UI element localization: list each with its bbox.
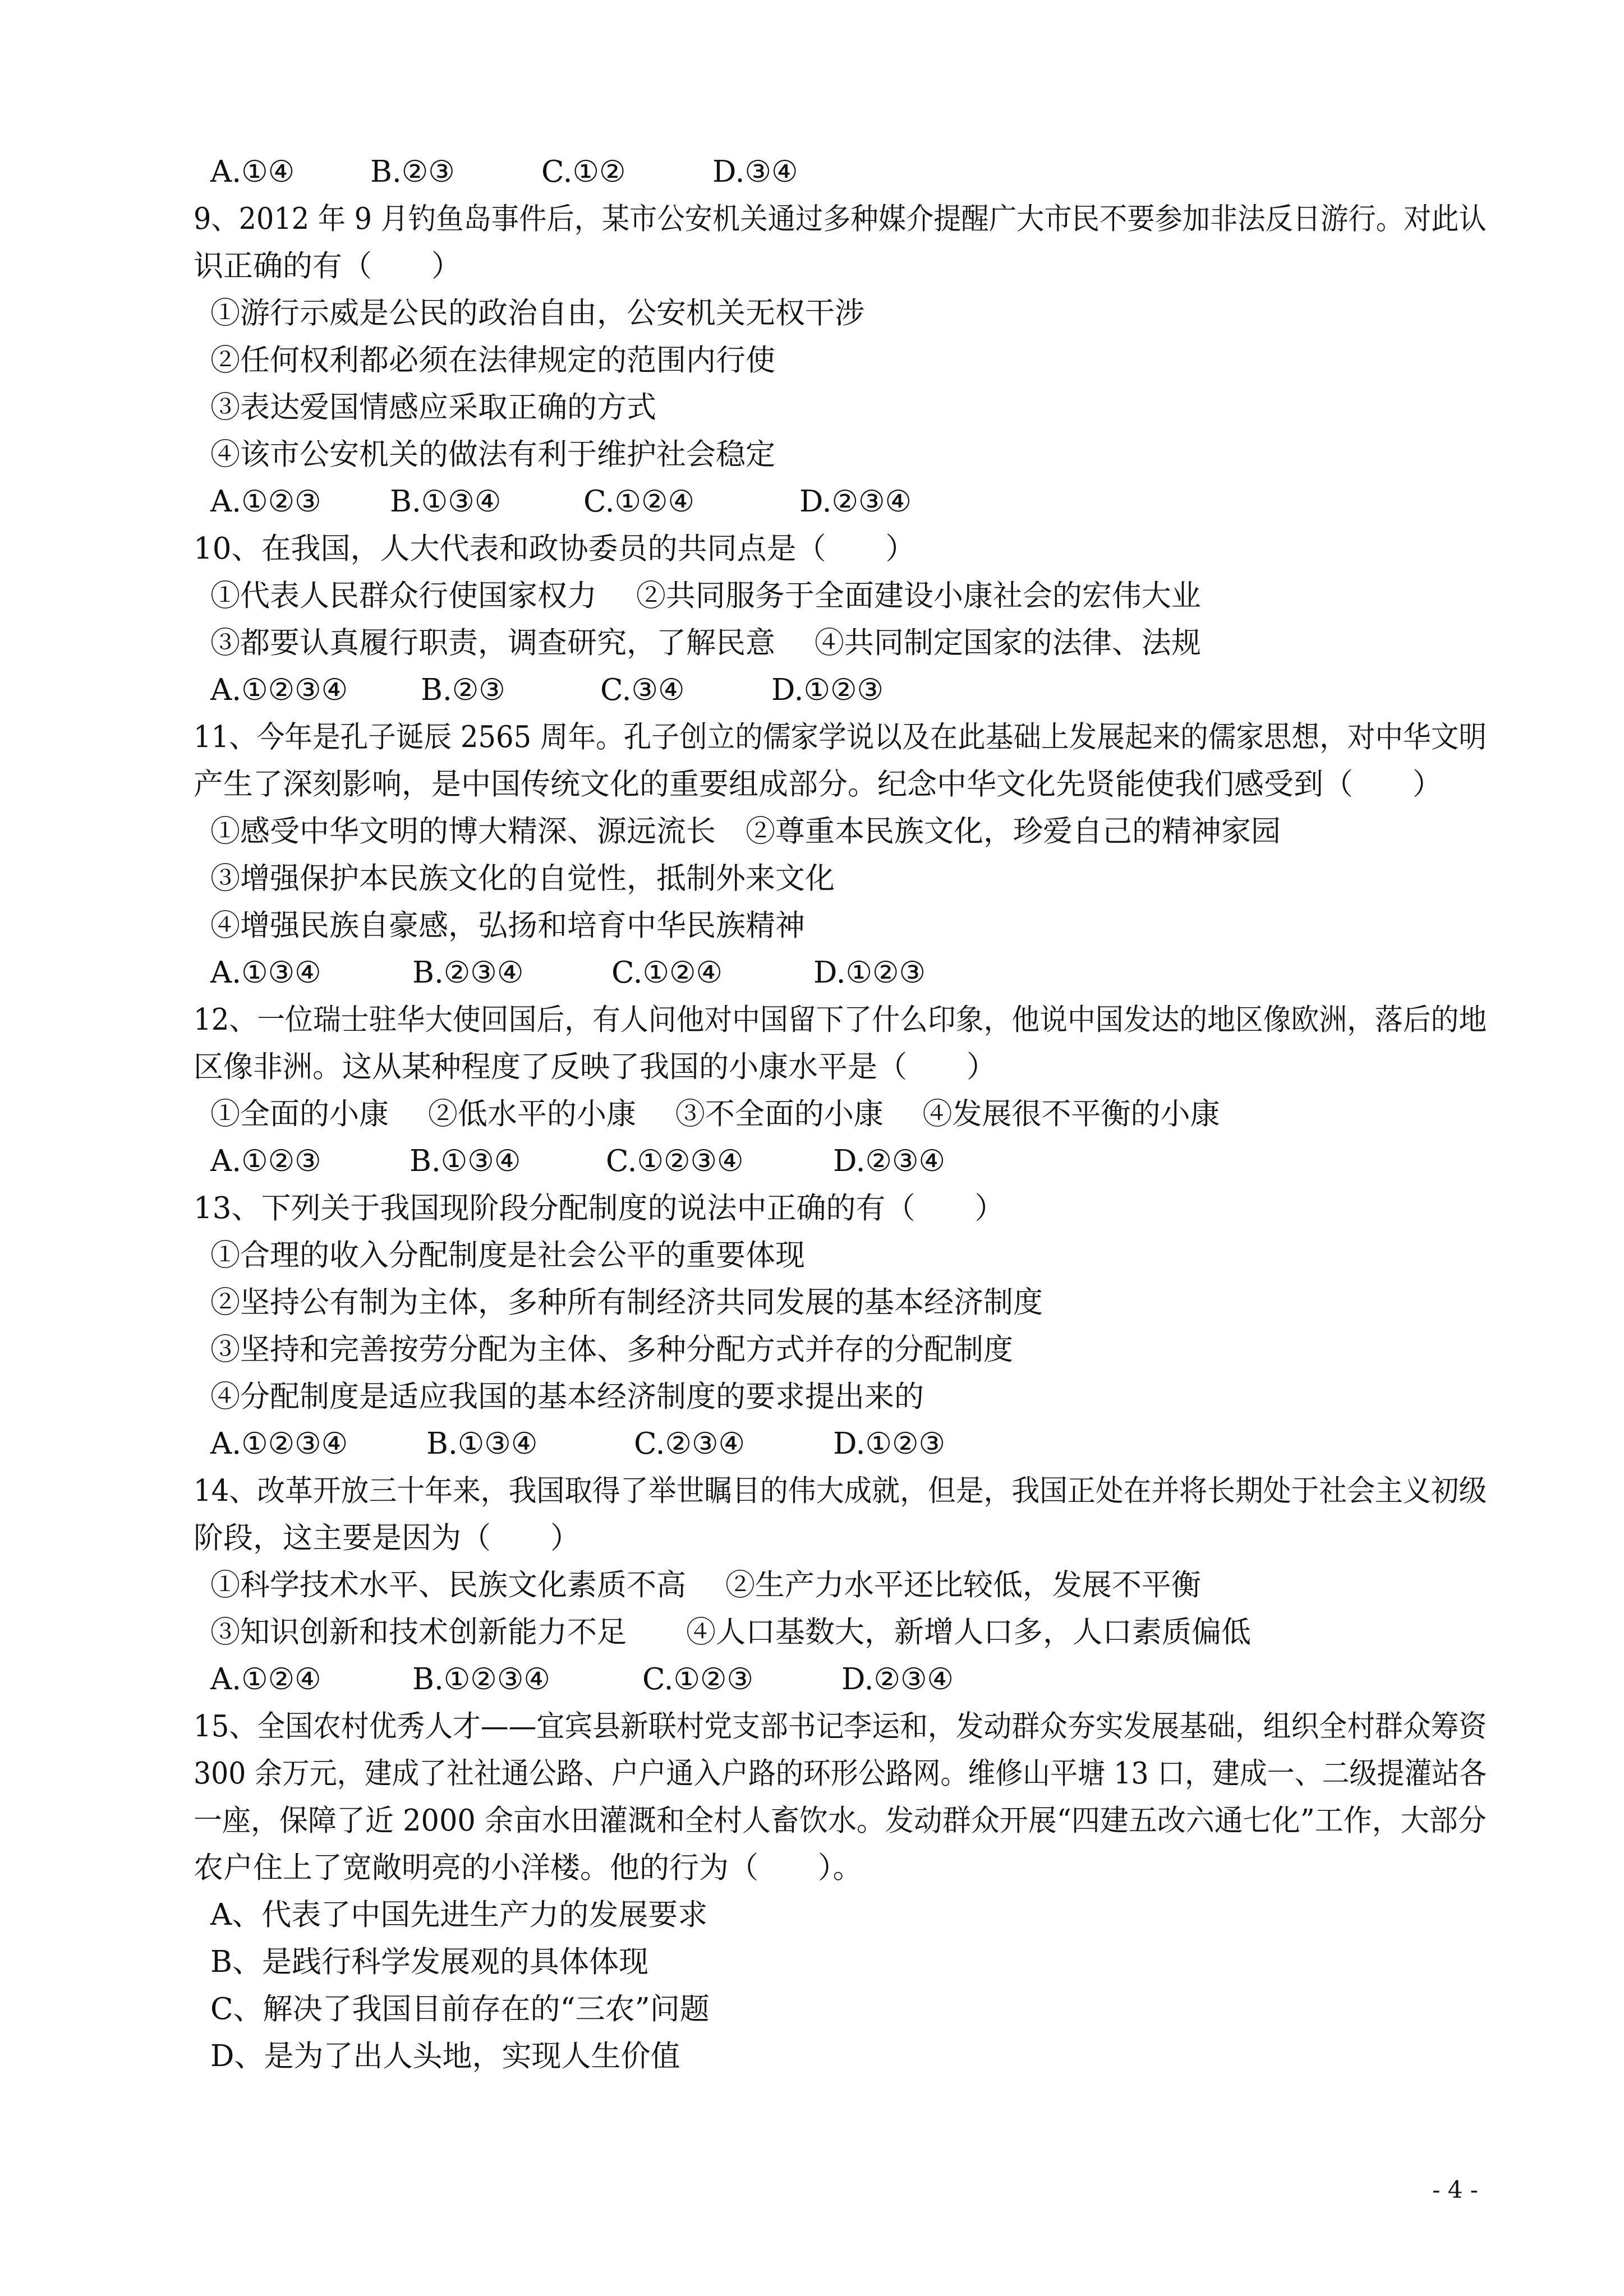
option-d: D.①②③ [813, 956, 926, 990]
option-b: B.①③④ [390, 485, 502, 519]
option-a: A.①②③ [210, 1144, 321, 1178]
q11-item-1: ①感受中华文明的博大精深、源远流长 ②尊重本民族文化，珍爱自己的精神家园 [210, 814, 1281, 849]
q13-stem-line-1: 13、下列关于我国现阶段分配制度的说法中正确的有（ ） [194, 1191, 1005, 1225]
q13-options [210, 1421, 996, 1468]
q15-stem-line-2: 300 余万元，建成了社社通公路、户户通入户路的环形公路网。维修山平塘 13 口，建成一、二级提灌站各 [194, 1756, 1487, 1791]
q11-item-2: ③增强保护本民族文化的自觉性，抵制外来文化 [210, 861, 835, 896]
option-b: B.①③④ [410, 1144, 521, 1178]
option-a: A.①③④ [210, 956, 321, 990]
option-c: C.①②③④ [606, 1144, 744, 1178]
q9-item-1: ①游行示威是公民的政治自由，公安机关无权干涉 [210, 296, 864, 330]
option-c: C.②③④ [634, 1427, 746, 1461]
option-d: D.②③④ [841, 1662, 954, 1696]
option-c: C.①② [541, 155, 626, 189]
option-a: A.①②③④ [210, 673, 348, 707]
q10-item-1: ①代表人民群众行使国家权力 ②共同服务于全面建设小康社会的宏伟大业 [210, 579, 1201, 613]
q9-item-3: ③表达爱国情感应采取正确的方式 [210, 390, 656, 425]
q14-item-1: ①科学技术水平、民族文化素质不高 ②生产力水平还比较低，发展不平衡 [210, 1568, 1201, 1602]
q11-options [210, 949, 996, 997]
q10-options [210, 667, 996, 714]
option-c: C.①②③ [642, 1662, 754, 1696]
q12-stem-line-2: 区像非洲。这从某种程度了反映了我国的小康水平是（ ） [194, 1050, 996, 1084]
q14-options [210, 1656, 996, 1703]
option-d: D.③④ [712, 155, 798, 189]
option-c: C.③④ [600, 673, 685, 707]
q14-item-2: ③知识创新和技术创新能力不足 ④人口基数大，新增人口多，人口素质偏低 [210, 1615, 1251, 1649]
option-b: B.①②③④ [412, 1662, 550, 1696]
option-a: A.①②③ [210, 485, 321, 519]
q15-stem-line-4: 农户住上了宽敞明亮的小洋楼。他的行为（ ）。 [194, 1851, 863, 1885]
option-a: A.①②④ [210, 1662, 321, 1696]
option-d: D.②③④ [833, 1144, 945, 1178]
q10-stem-line-1: 10、在我国，人大代表和政协委员的共同点是（ ） [194, 532, 915, 566]
q12-item-1: ①全面的小康 ②低水平的小康 ③不全面的小康 ④发展很不平衡的小康 [210, 1097, 1220, 1131]
q9-item-2: ②任何权利都必须在法律规定的范围内行使 [210, 343, 775, 377]
page-number: - 4 - [1432, 2176, 1478, 2203]
q13-item-3: ③坚持和完善按劳分配为主体、多种分配方式并存的分配制度 [210, 1333, 1013, 1367]
option-c: C.①②④ [583, 485, 695, 519]
q12-options [210, 1138, 996, 1185]
option-b: B.②③ [370, 155, 455, 189]
q11-stem-line-2: 产生了深刻影响，是中国传统文化的重要组成部分。纪念中华文化先贤能使我们感受到（ ） [194, 767, 1442, 801]
option-b: B.②③④ [412, 956, 524, 990]
q13-item-2: ②坚持公有制为主体，多种所有制经济共同发展的基本经济制度 [210, 1285, 1043, 1320]
q11-item-3: ④增强民族自豪感，弘扬和培育中华民族精神 [210, 909, 805, 943]
q15-stem-line-3: 一座，保障了近 2000 余亩水田灌溉和全村人畜饮水。发动群众开展“四建五改六通七化”工作，大部分 [194, 1804, 1487, 1838]
option-d: D.②③④ [799, 485, 912, 519]
option-a: A.①②③④ [210, 1427, 348, 1461]
q15-choice-a: A、代表了中国先进生产力的发展要求 [210, 1898, 708, 1932]
q10-item-2: ③都要认真履行职责，调查研究，了解民意 ④共同制定国家的法律、法规 [210, 626, 1201, 660]
q15-stem-line-1: 15、全国农村优秀人才——宜宾县新联村党支部书记李运和，发动群众夯实发展基础，组织全村群众筹资 [194, 1709, 1487, 1744]
option-c: C.①②④ [611, 956, 723, 990]
q15-choice-d: D、是为了出人头地，实现人生价值 [210, 2039, 680, 2073]
option-b: B.①③④ [426, 1427, 538, 1461]
q9-options [210, 478, 996, 525]
q14-stem-line-2: 阶段，这主要是因为（ ） [194, 1521, 580, 1555]
option-d: D.①②③ [833, 1427, 945, 1461]
q9-stem-line-1: 9、2012 年 9 月钓鱼岛事件后，某市公安机关通过多种媒介提醒广大市民不要参加非法反日游行。对此认 [194, 202, 1487, 236]
option-a: A.①④ [210, 155, 295, 189]
q9-item-4: ④该市公安机关的做法有利于维护社会稳定 [210, 437, 775, 472]
q15-choice-c: C、解决了我国目前存在的“三农”问题 [210, 1992, 710, 2026]
q11-stem-line-1: 11、今年是孔子诞辰 2565 周年。孔子创立的儒家学说以及在此基础上发展起来的儒家思想，对中华文明 [194, 720, 1487, 754]
option-d: D.①②③ [771, 673, 884, 707]
q15-choice-b: B、是践行科学发展观的具体体现 [210, 1945, 648, 1979]
q14-stem-line-1: 14、改革开放三十年来，我国取得了举世瞩目的伟大成就，但是，我国正处在并将长期处于社会主义初级 [194, 1474, 1487, 1508]
option-b: B.②③ [421, 673, 505, 707]
q12-stem-line-1: 12、一位瑞士驻华大使回国后，有人问他对中国留下了什么印象，他说中国发达的地区像欧洲，落后的地 [194, 1003, 1487, 1037]
q13-item-1: ①合理的收入分配制度是社会公平的重要体现 [210, 1238, 805, 1273]
q13-item-4: ④分配制度是适应我国的基本经济制度的要求提出来的 [210, 1380, 924, 1414]
q9-stem-line-2: 识正确的有（ ） [194, 249, 461, 283]
